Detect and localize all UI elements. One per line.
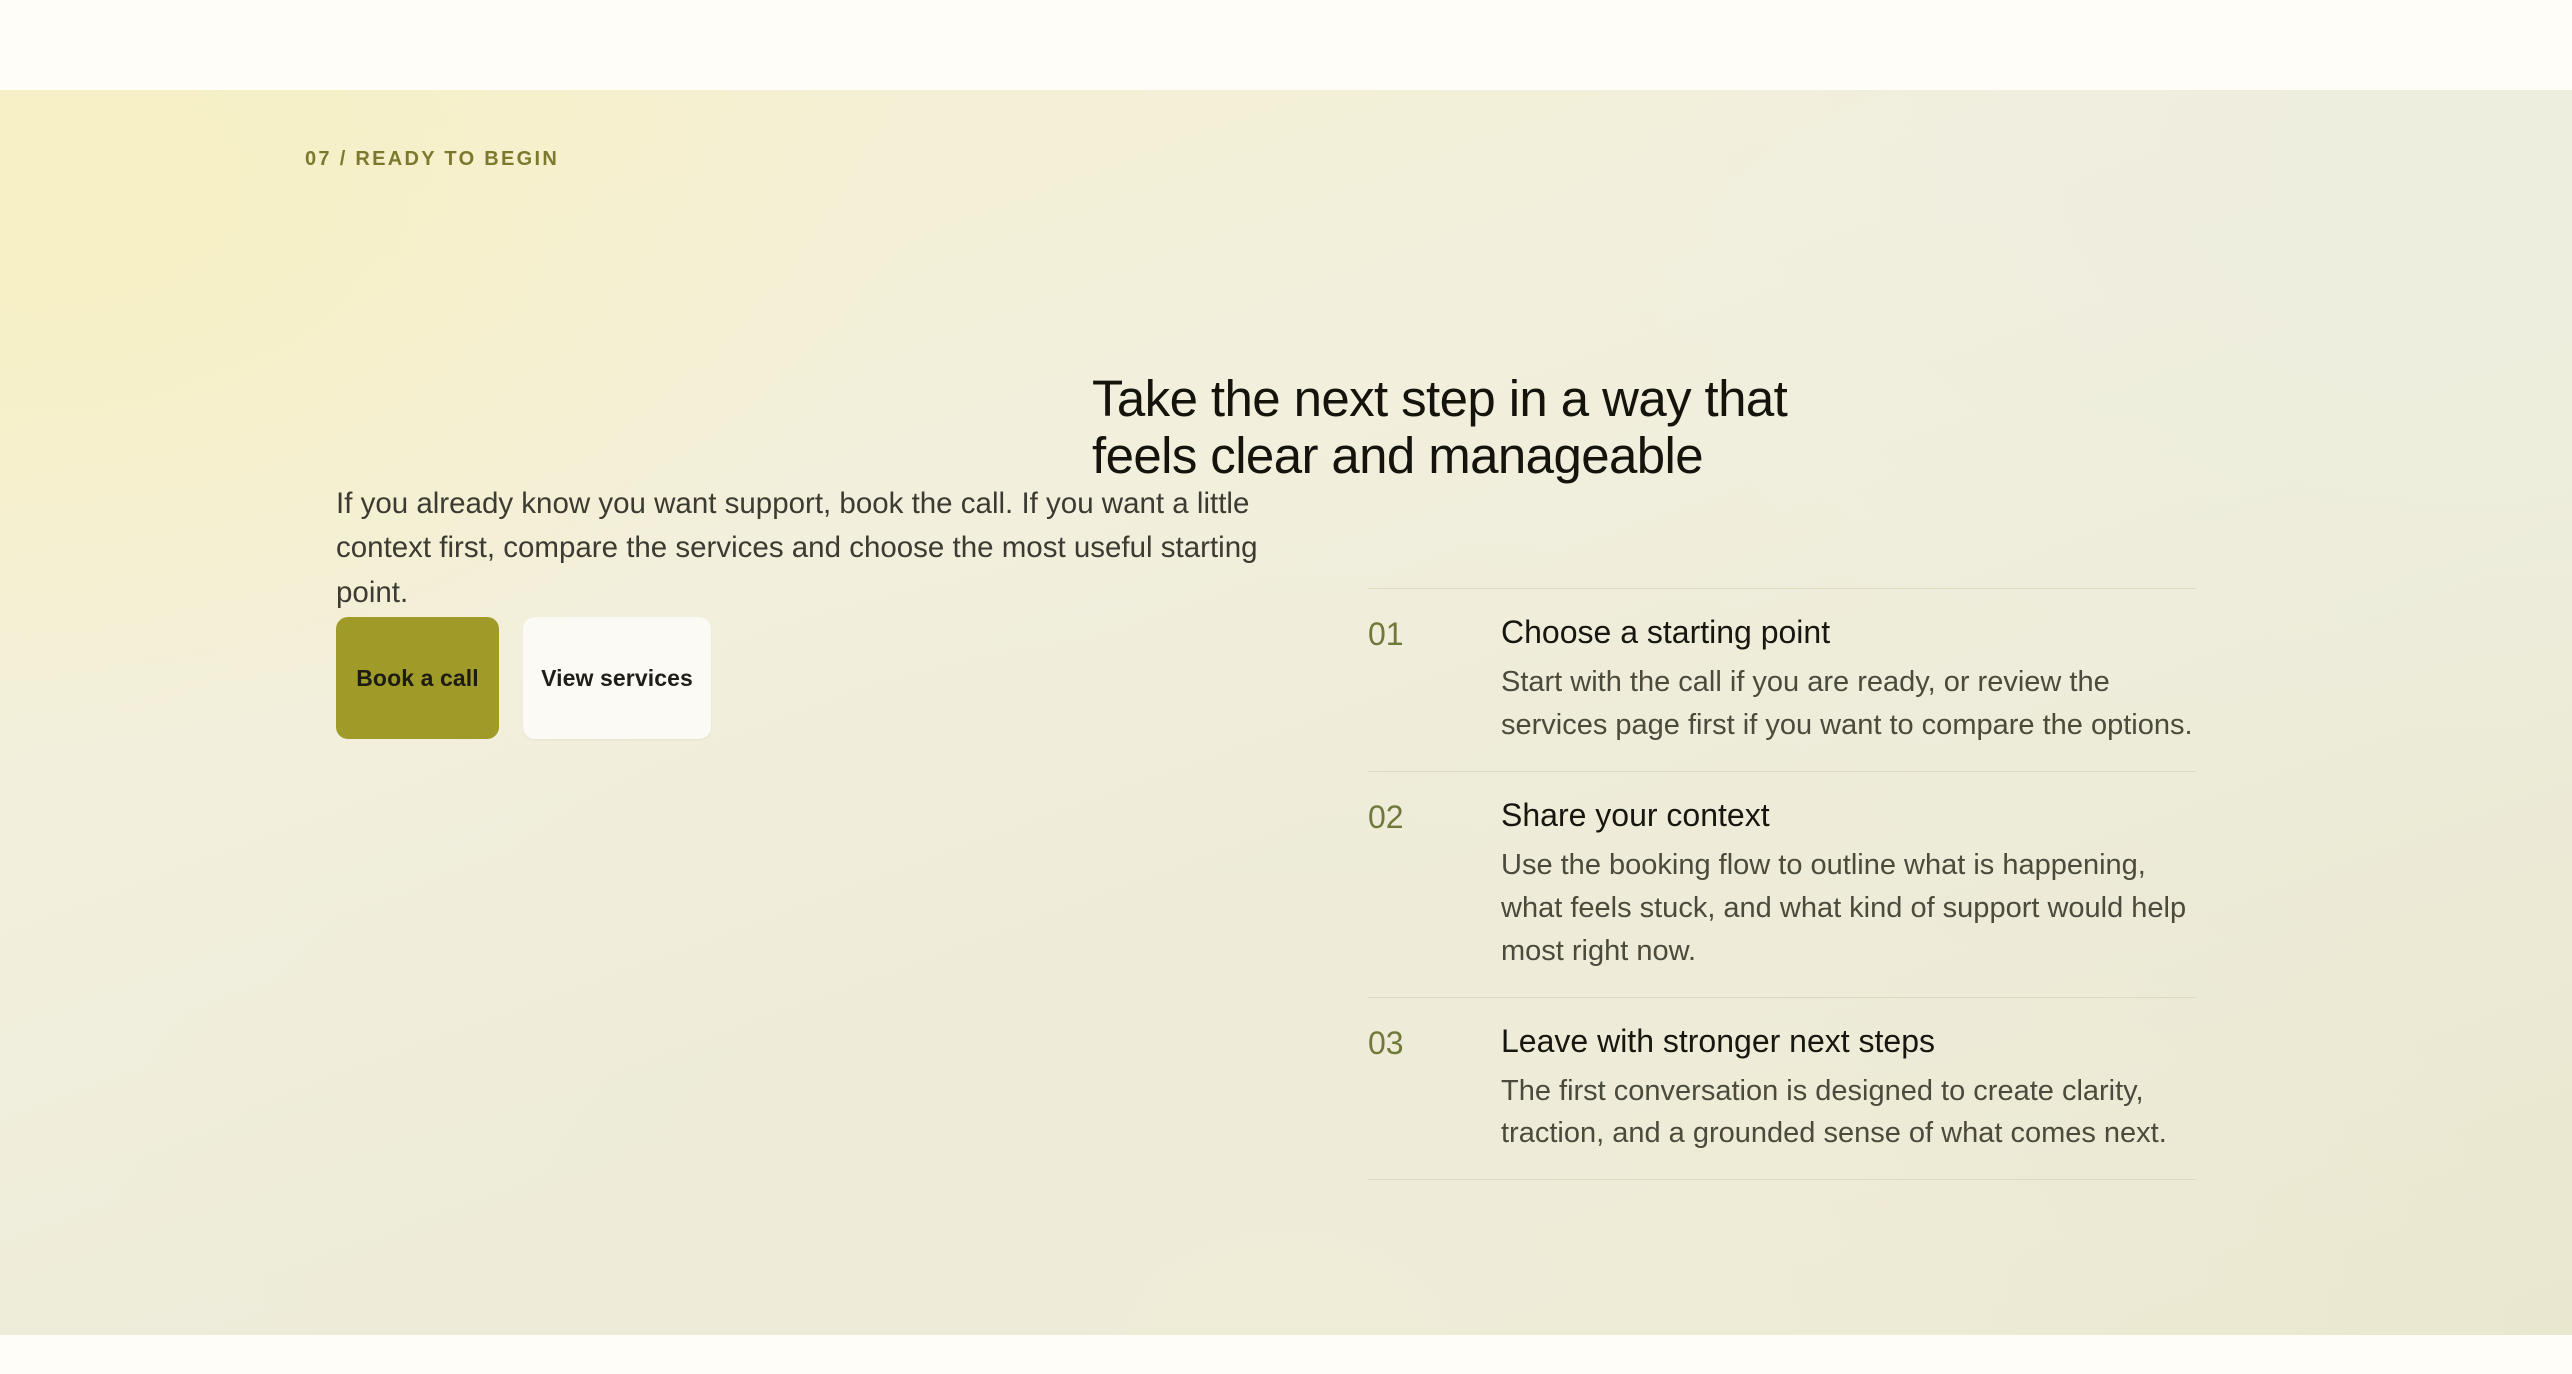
step-description: The first conversation is designed to create clarity, traction, and a grounded sense of what comes next. — [1501, 1074, 2167, 1150]
page-bottom-strip — [0, 1335, 2572, 1374]
list-item — [1368, 588, 2196, 771]
list-item — [1368, 771, 2196, 997]
page-title: Take the next step in a way that feels clear and manageable — [1092, 370, 1788, 485]
step-content — [1501, 795, 2196, 973]
section-lede: If you already know you want support, book the call. If you want a little context first, compare the services and choose the most useful starting point. — [336, 486, 1258, 610]
step-content — [1501, 1021, 2196, 1156]
steps-list — [1368, 588, 2196, 1180]
step-number: 02 — [1368, 798, 1404, 835]
step-title: Share your context — [1501, 796, 1770, 833]
cta-section-inner — [0, 90, 2572, 1335]
step-number: 03 — [1368, 1024, 1404, 1061]
section-eyebrow: 07 / READY TO BEGIN — [305, 148, 560, 170]
step-number: 01 — [1368, 616, 1404, 652]
list-item — [1368, 997, 2196, 1181]
step-description: Start with the call if you are ready, or review the services page first if you want to compare the options. — [1501, 666, 2193, 741]
book-a-call-button[interactable]: Book a call — [336, 617, 499, 739]
view-services-button[interactable]: View services — [523, 617, 711, 739]
page-top-strip — [0, 0, 2572, 90]
cta-section — [0, 90, 2572, 1335]
step-content — [1501, 612, 2196, 747]
cta-button-group — [336, 617, 711, 739]
step-description: Use the booking flow to outline what is happening, what feels stuck, and what kind of support would help most right now. — [1501, 848, 2187, 967]
step-title: Choose a starting point — [1501, 614, 1831, 650]
step-title: Leave with stronger next steps — [1501, 1022, 1936, 1059]
